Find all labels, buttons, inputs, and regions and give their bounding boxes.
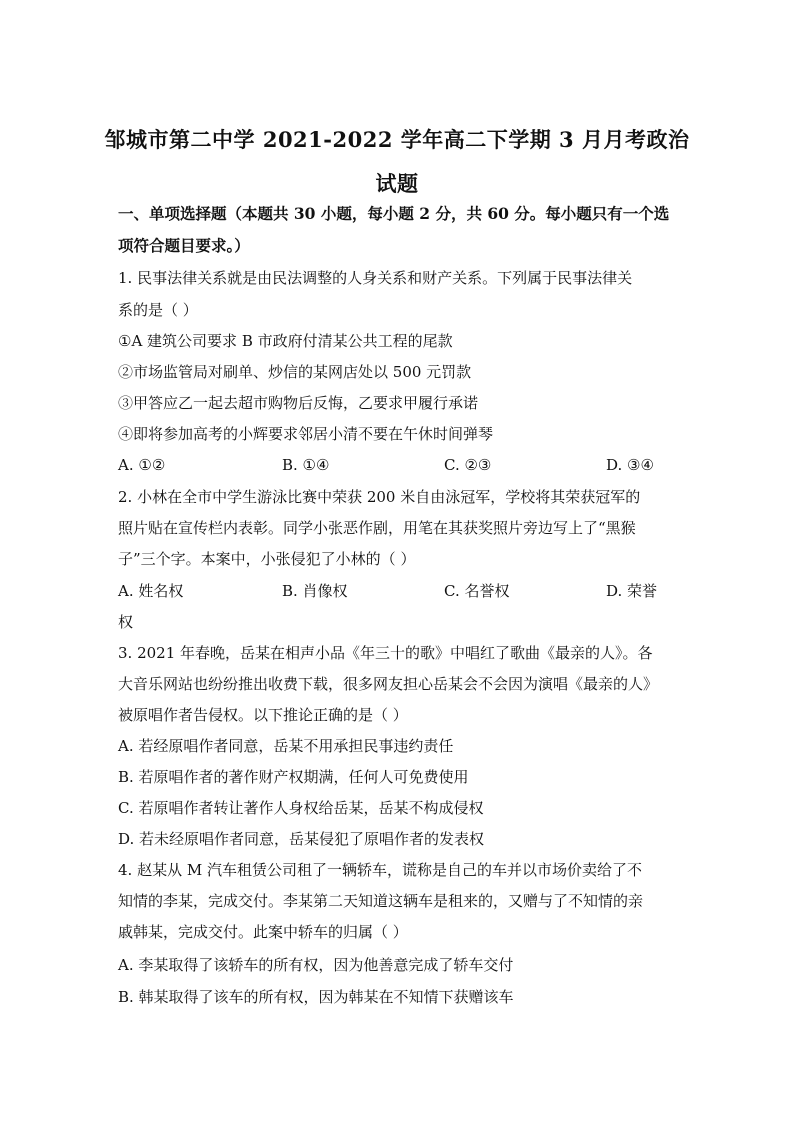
q2-option-d: D. 荣誉: [606, 582, 658, 600]
q4-stem-line-3: 戚韩某，完成交付。此案中轿车的归属（ ）: [118, 923, 408, 941]
q2-option-c: C. 名誉权: [444, 582, 510, 600]
q4-option-a: A. 李某取得了该轿车的所有权，因为他善意完成了轿车交付: [118, 956, 514, 974]
q2-option-b: B. 肖像权: [282, 582, 348, 600]
q1-option-d: D. ③④: [606, 456, 654, 474]
section-heading-line-1: 一、单项选择题（本题共 30 小题，每小题 2 分，共 60 分。每小题只有一个选: [118, 204, 670, 223]
q2-option-a: A. 姓名权: [118, 582, 184, 600]
q2-stem-line-3: 子”三个字。本案中，小张侵犯了小林的（ ）: [118, 550, 416, 568]
q3-option-b: B. 若原唱作者的著作财产权期满，任何人可免费使用: [118, 768, 469, 786]
q2-stem-line-2: 照片贴在宣传栏内表彰。同学小张恶作剧，用笔在其获奖照片旁边写上了“黑猴: [118, 519, 636, 537]
q1-item-4: ④即将参加高考的小辉要求邻居小清不要在午休时间弹琴: [118, 425, 494, 443]
exam-title-line-2: 试题: [375, 171, 419, 196]
q3-option-a: A. 若经原唱作者同意，岳某不用承担民事违约责任: [118, 737, 454, 755]
q1-option-c: C. ②③: [444, 456, 492, 474]
q2-stem-line-1: 2. 小林在全市中学生游泳比赛中荣获 200 米自由泳冠军，学校将其荣获冠军的: [118, 488, 641, 506]
q4-stem-line-2: 知情的李某，完成交付。李某第二天知道这辆车是租来的，又赠与了不知情的亲: [118, 892, 644, 910]
exam-title-line-1: 邹城市第二中学 2021-2022 学年高二下学期 3 月月考政治: [104, 127, 690, 152]
q1-item-2: ②市场监管局对刷单、炒信的某网店处以 500 元罚款: [118, 363, 472, 381]
q3-option-d: D. 若未经原唱作者同意，岳某侵犯了原唱作者的发表权: [118, 830, 485, 848]
q1-stem-line-1: 1. 民事法律关系就是由民法调整的人身关系和财产关系。下列属于民事法律关: [118, 269, 633, 287]
q2-option-d-wrap: 权: [118, 613, 134, 631]
q3-stem-line-1: 3. 2021 年春晚，岳某在相声小品《年三十的歌》中唱红了歌曲《最亲的人》。各: [118, 644, 653, 662]
q3-stem-line-3: 被原唱作者告侵权。以下推论正确的是（ ）: [118, 706, 408, 724]
q4-stem-line-1: 4. 赵某从 M 汽车租赁公司租了一辆轿车，谎称是自己的车并以市场价卖给了不: [118, 861, 642, 879]
q3-option-c: C. 若原唱作者转让著作人身权给岳某，岳某不构成侵权: [118, 799, 484, 817]
q1-item-1: ①A 建筑公司要求 B 市政府付清某公共工程的尾款: [118, 332, 453, 350]
q1-option-b: B. ①④: [282, 456, 330, 474]
q3-stem-line-2: 大音乐网站也纷纷推出收费下载，很多网友担心岳某会不会因为演唱《最亲的人》: [118, 675, 659, 693]
q1-item-3: ③甲答应乙一起去超市购物后反悔，乙要求甲履行承诺: [118, 394, 479, 412]
q1-option-a: A. ①②: [118, 456, 166, 474]
q4-option-b: B. 韩某取得了该车的所有权，因为韩某在不知情下获赠该车: [118, 988, 514, 1006]
q1-stem-line-2: 系的是（ ）: [118, 301, 198, 319]
section-heading-line-2: 项符合题目要求。）: [118, 236, 250, 255]
